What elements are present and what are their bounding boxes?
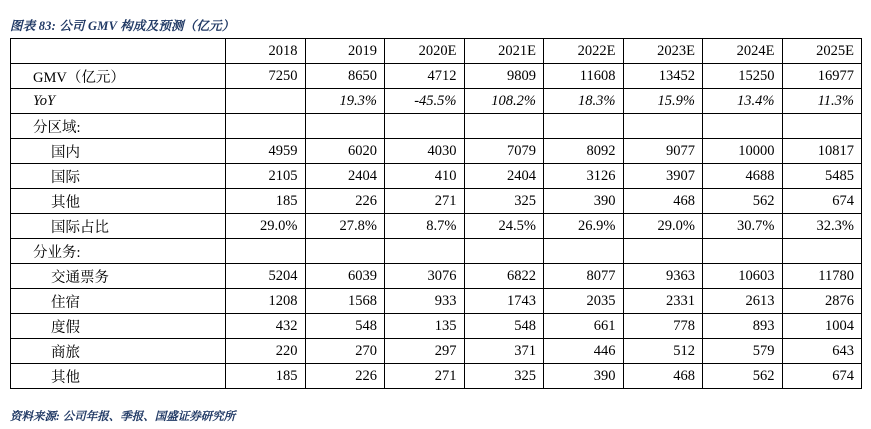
cell (305, 239, 385, 264)
cell (226, 89, 306, 114)
cell: 9363 (623, 264, 703, 289)
table-header (11, 39, 862, 64)
cell: 9809 (464, 64, 544, 89)
cell (226, 239, 306, 264)
cell: 11.3% (782, 89, 862, 114)
cell: 8650 (305, 64, 385, 89)
cell: 1208 (226, 289, 306, 314)
cell: 3126 (544, 164, 624, 189)
cell: 32.3% (782, 214, 862, 239)
cell: 226 (305, 364, 385, 389)
cell: 29.0% (226, 214, 306, 239)
cell: 5204 (226, 264, 306, 289)
cell (464, 114, 544, 139)
cell: 512 (623, 339, 703, 364)
cell: 8092 (544, 139, 624, 164)
cell: 674 (782, 189, 862, 214)
row-label: 其他 (11, 189, 226, 214)
cell: 9077 (623, 139, 703, 164)
column-header-2019: 2019 (305, 39, 385, 64)
table-row (11, 64, 862, 89)
table-header-row (11, 39, 862, 64)
column-header-2022E: 2022E (544, 39, 624, 64)
cell: 270 (305, 339, 385, 364)
cell: 643 (782, 339, 862, 364)
cell: 548 (305, 314, 385, 339)
cell: 8.7% (385, 214, 465, 239)
cell (782, 114, 862, 139)
figure-source: 资料来源: 公司年报、季报、国盛证券研究所 (10, 411, 236, 423)
cell: 5485 (782, 164, 862, 189)
cell: 2105 (226, 164, 306, 189)
cell: 15.9% (623, 89, 703, 114)
row-label: 分区域: (11, 114, 226, 139)
column-header-2018: 2018 (226, 39, 306, 64)
cell: 10603 (703, 264, 783, 289)
cell: 468 (623, 189, 703, 214)
cell: 18.3% (544, 89, 624, 114)
cell: 562 (703, 364, 783, 389)
cell: 4712 (385, 64, 465, 89)
cell: 11780 (782, 264, 862, 289)
cell: 6822 (464, 264, 544, 289)
cell (385, 239, 465, 264)
cell: 6020 (305, 139, 385, 164)
cell (464, 239, 544, 264)
figure-title: 图表 83: 公司 GMV 构成及预测（亿元） (10, 19, 235, 33)
cell: 432 (226, 314, 306, 339)
table-row (11, 189, 862, 214)
cell: 778 (623, 314, 703, 339)
column-header-2024E: 2024E (703, 39, 783, 64)
cell: 446 (544, 339, 624, 364)
row-label: 分业务: (11, 239, 226, 264)
table-corner-cell (11, 39, 226, 64)
cell: 3907 (623, 164, 703, 189)
table-row (11, 339, 862, 364)
cell: 6039 (305, 264, 385, 289)
cell: 135 (385, 314, 465, 339)
cell: 24.5% (464, 214, 544, 239)
column-header-2025E: 2025E (782, 39, 862, 64)
cell: 4688 (703, 164, 783, 189)
cell: 2035 (544, 289, 624, 314)
cell: 933 (385, 289, 465, 314)
cell: 7250 (226, 64, 306, 89)
cell: 390 (544, 189, 624, 214)
cell: 410 (385, 164, 465, 189)
row-label: 其他 (11, 364, 226, 389)
cell: 185 (226, 189, 306, 214)
cell: 371 (464, 339, 544, 364)
cell: 390 (544, 364, 624, 389)
cell: 297 (385, 339, 465, 364)
cell: 2613 (703, 289, 783, 314)
column-header-2021E: 2021E (464, 39, 544, 64)
cell: 2331 (623, 289, 703, 314)
table-body (11, 64, 862, 389)
gmv-table (10, 38, 862, 389)
row-label: GMV（亿元） (11, 64, 226, 89)
cell: 27.8% (305, 214, 385, 239)
row-label: YoY (11, 89, 226, 114)
cell (226, 114, 306, 139)
table-row (11, 289, 862, 314)
cell: 11608 (544, 64, 624, 89)
row-label: 国际占比 (11, 214, 226, 239)
cell: 325 (464, 189, 544, 214)
table-row (11, 89, 862, 114)
cell (703, 114, 783, 139)
cell: 579 (703, 339, 783, 364)
cell (623, 114, 703, 139)
cell: 562 (703, 189, 783, 214)
table-row (11, 239, 862, 264)
cell: 108.2% (464, 89, 544, 114)
cell: 1568 (305, 289, 385, 314)
cell: 13.4% (703, 89, 783, 114)
cell: 19.3% (305, 89, 385, 114)
table-row (11, 164, 862, 189)
cell: 661 (544, 314, 624, 339)
table-row (11, 264, 862, 289)
cell: 4959 (226, 139, 306, 164)
cell: 1743 (464, 289, 544, 314)
cell: 271 (385, 364, 465, 389)
cell: -45.5% (385, 89, 465, 114)
column-header-2020E: 2020E (385, 39, 465, 64)
cell: 2404 (464, 164, 544, 189)
cell: 15250 (703, 64, 783, 89)
cell: 271 (385, 189, 465, 214)
cell: 548 (464, 314, 544, 339)
cell (544, 239, 624, 264)
cell: 185 (226, 364, 306, 389)
cell: 3076 (385, 264, 465, 289)
row-label: 商旅 (11, 339, 226, 364)
row-label: 国际 (11, 164, 226, 189)
cell: 16977 (782, 64, 862, 89)
cell: 4030 (385, 139, 465, 164)
cell (305, 114, 385, 139)
table-row (11, 314, 862, 339)
cell (703, 239, 783, 264)
row-label: 住宿 (11, 289, 226, 314)
cell (623, 239, 703, 264)
column-header-2023E: 2023E (623, 39, 703, 64)
cell: 893 (703, 314, 783, 339)
table-row (11, 114, 862, 139)
cell: 7079 (464, 139, 544, 164)
cell: 10817 (782, 139, 862, 164)
gmv-table-container (10, 38, 861, 389)
cell: 1004 (782, 314, 862, 339)
cell: 13452 (623, 64, 703, 89)
table-row (11, 364, 862, 389)
cell (544, 114, 624, 139)
cell: 226 (305, 189, 385, 214)
cell (782, 239, 862, 264)
cell: 10000 (703, 139, 783, 164)
cell: 2404 (305, 164, 385, 189)
row-label: 交通票务 (11, 264, 226, 289)
cell: 30.7% (703, 214, 783, 239)
cell: 2876 (782, 289, 862, 314)
cell: 674 (782, 364, 862, 389)
row-label: 国内 (11, 139, 226, 164)
row-label: 度假 (11, 314, 226, 339)
cell (385, 114, 465, 139)
table-row (11, 139, 862, 164)
cell: 220 (226, 339, 306, 364)
cell: 468 (623, 364, 703, 389)
table-row (11, 214, 862, 239)
cell: 325 (464, 364, 544, 389)
cell: 26.9% (544, 214, 624, 239)
cell: 8077 (544, 264, 624, 289)
cell: 29.0% (623, 214, 703, 239)
